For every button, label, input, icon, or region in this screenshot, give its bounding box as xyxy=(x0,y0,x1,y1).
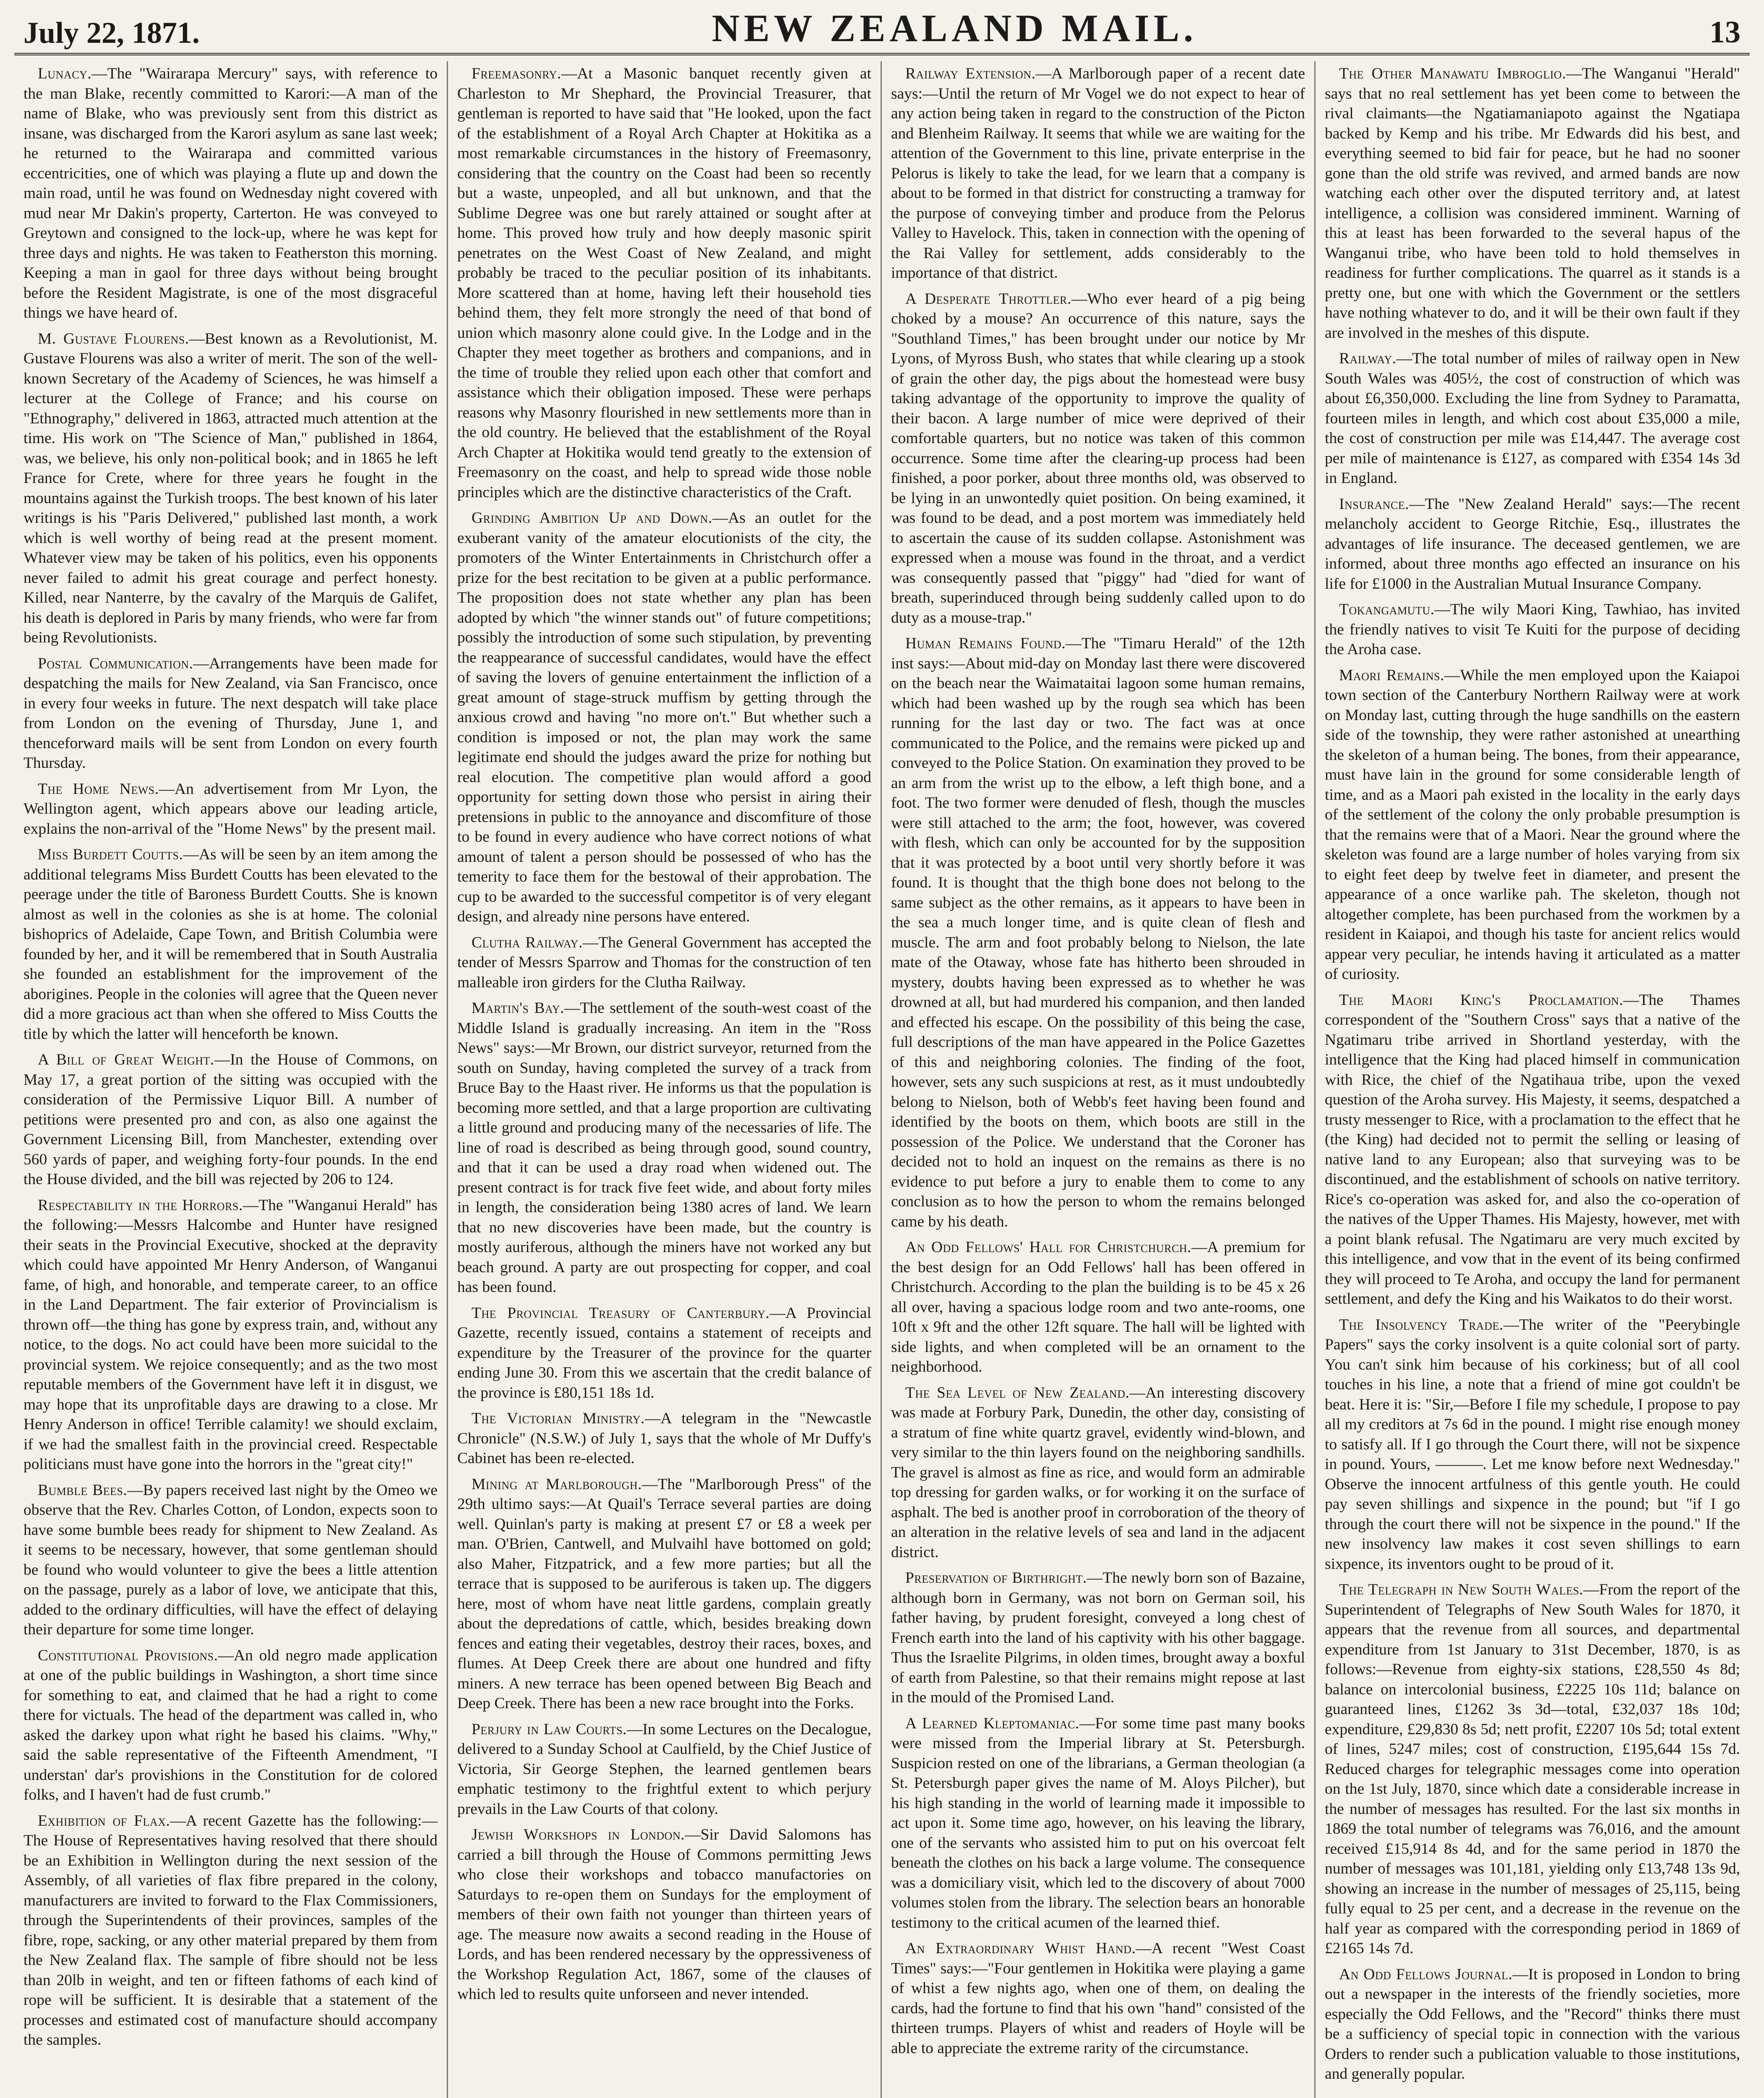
news-item-text: The newly born son of Bazaine, although born in Germany, was not born on German soil, his father having, by prudent foresight, conveyed a long chest of French earth into the land of his captivity with his other baggage. Thus the Israelite Pilgrims, in olden times, brought away a boxful of earth from Palestine, so that their remains might repose at last in the mould of the Promised Land. xyxy=(891,1569,1305,1706)
news-item-text: An advertisement from Mr Lyon, the Wellington agent, which appears above our leading article, explains the non-arrival of the "Home News" by the present mail. xyxy=(23,780,438,838)
heading-dash: — xyxy=(1035,65,1052,82)
news-item xyxy=(1325,1315,1740,1574)
news-item xyxy=(23,64,438,323)
news-item-text: The Wanganui "Herald" says that no real settlement has yet been come to between the rival claimants—the Ngatiamaniapoto against the Ngatiapa backed by Kemp and his tribe. Mr Edwards did his best, and everything seemed to bid fair for peace, but he had no sooner gone than the old strife was revived, and armed bands are now watching each other over the disputed territory and, at latest intelligence, a collision was considered imminent. Warning of this at least has been forwarded to the several hapus of the Wanganui tribe, who have been told to hold themselves in readiness for further complications. The quarrel as it stands is a pretty one, but one with which the Government or the settlers have nothing whatever to do, and it will be their own fault if they are involved in the meshes of this dispute. xyxy=(1325,65,1740,342)
news-item xyxy=(23,329,438,648)
news-item xyxy=(457,998,871,1297)
news-item xyxy=(23,1811,438,2050)
article-columns xyxy=(14,61,1750,2098)
news-item-text: Arrangements have been made for despatching the mails for New Zealand, via San Francisco, once in every four weeks in future. The next despatch will take place from London on the evening of Thursday, June 1, and thenceforward mails will be sent from London on every fourth Thursday. xyxy=(23,655,438,772)
news-item-text: A recent "West Coast Times" says:—"Four gentlemen in Hokitika were playing a game of whist a few nights ago, when one of them, on dealing the cards, had the fortune to find that his own "hand" consisted of the thirteen trumps. Players of whist and readers of Hoyle will be able to appreciate the extreme rarity of the circumstance. xyxy=(891,1940,1305,2057)
news-item xyxy=(1325,494,1740,594)
news-item-heading: M. Gustave Flourens. xyxy=(38,330,189,347)
news-item-heading: Miss Burdett Coutts. xyxy=(38,846,183,863)
news-item xyxy=(891,1237,1305,1377)
news-item-heading: Freemasonry. xyxy=(472,65,561,82)
news-item-text: A telegram in the "Newcastle Chronicle" (N.S.W.) of July 1, says that the whole of Mr Duffy's Cabinet has been re-elected. xyxy=(457,1410,871,1467)
heading-dash: — xyxy=(170,1812,186,1829)
news-item-heading: Railway Extension. xyxy=(905,65,1036,82)
news-item-heading: Martin's Bay. xyxy=(472,999,565,1017)
news-item-text: In the House of Commons, on May 17, a great portion of the sitting was occupied with the consideration of the Permissive Liquor Bill. A number of petitions were presented pro and con, as also one against the Government Licensing Bill, from Manchester, extending over 560 yards of paper, and weighing forty-four pounds. In the end the House divided, and the bill was rejected by 206 to 124. xyxy=(23,1051,438,1188)
news-item xyxy=(23,1480,438,1640)
news-item xyxy=(23,845,438,1044)
news-item xyxy=(891,634,1305,1232)
news-item xyxy=(457,1409,871,1469)
heading-dash: — xyxy=(91,65,107,82)
heading-dash: — xyxy=(1136,1940,1152,1957)
heading-dash: — xyxy=(1503,1316,1519,1333)
heading-dash: — xyxy=(644,1410,661,1427)
issue-date: July 22, 1871. xyxy=(23,16,200,50)
news-item-heading: Constitutional Provisions. xyxy=(38,1647,218,1664)
heading-dash: — xyxy=(127,1481,143,1499)
column-3 xyxy=(882,61,1316,2098)
news-item-heading: An Extraordinary Whist Hand. xyxy=(905,1940,1136,1957)
news-item-text: From the report of the Superintendent of Telegraphs of New South Wales for 1870, it appears that the revenue from all sources, and departmental expenditure from 1st January to 31st December, 1870, is as follows:—Revenue from eighty-six stations, £28,550 4s 8d; balance on intercolonial business, £2225 10s 11d; balance on guaranteed lines, £1262 3s 3d—total, £32,037 18s 10d; expenditure, £29,830 8s 5d; nett profit, £2207 10s 5d; total extent of lines, 5247 miles; cost of construction, £195,644 15s 7d. Reduced charges for telegraphic messages come into operation on the 1st July, 1870, since which date a considerable increase in the number of messages has resulted. For the last six months in 1869 the total number of telegrams was 76,016, and the amount received £15,914 8s 4d, and for the same period in 1870 the number of messages was 101,181, yielding only £13,748 13s 9d, showing an increase in the number of messages of 25,115, being fully equal to 25 per cent, and a decrease in the revenue on the half year as compared with the corresponding period in 1869 of £2165 14s 7d. xyxy=(1325,1581,1740,1957)
news-item xyxy=(23,1195,438,1474)
news-item-heading: The Provincial Treasury of Canterbury. xyxy=(472,1304,770,1322)
heading-dash: — xyxy=(1071,290,1087,308)
news-item xyxy=(1325,349,1740,488)
news-item-text: A premium for the best design for an Odd Fellows' hall has been offered in Christchurch. According to the plan the building is to be 45 x 26 all over, having a spacious lodge room and two ante-rooms, one 10ft x 9ft and the other 12ft square. The hall will be lighted with side lights, and when completed will be an ornament to the neighborhood. xyxy=(891,1239,1305,1375)
heading-dash: — xyxy=(561,65,577,82)
news-item-heading: Jewish Workshops in London. xyxy=(472,1826,685,1843)
heading-dash: — xyxy=(193,655,209,672)
news-item xyxy=(1325,990,1740,1309)
news-item-text: The General Government has accepted the tender of Messrs Sparrow and Thomas for the construction of ten malleable iron girders for the Clutha Railway. xyxy=(457,934,872,991)
news-item-text: A Provincial Gazette, recently issued, contains a statement of receipts and expenditure by the Treasurer of the province for the quarter ending June 30. From this we ascertain that the credit balance of the province is £80,151 18s 1d. xyxy=(457,1304,872,1401)
heading-dash: — xyxy=(242,1196,259,1214)
news-item-heading: An Odd Fellows Journal. xyxy=(1339,1965,1513,1983)
news-item xyxy=(1325,665,1740,984)
news-item xyxy=(457,1303,871,1403)
heading-dash: — xyxy=(183,846,199,863)
heading-dash: — xyxy=(583,934,599,951)
column-4 xyxy=(1316,61,1749,2098)
heading-dash: — xyxy=(627,1720,643,1738)
news-item xyxy=(23,654,438,773)
news-item xyxy=(1325,600,1740,660)
heading-dash: — xyxy=(159,780,175,798)
news-item-text: For some time past many books were missed from the Imperial library at St. Petersburgh. Suspicion rested on one of the librarians, a German theologian (a St. Petersburgh paper gives the name of M. Aloys Pilcher), but his high standing in the world of learning made it impossible to act upon it. Some time ago, however, on his leaving the library, one of the servants who assisted him to put on his overcoat felt beneath the clothes on his back a large volume. The consequence was a domiciliary visit, which led to the discovery of about 7000 volumes stolen from the library. The selection bears an honorable testimony to the critical acumen of the learned thief. xyxy=(891,1714,1305,1931)
masthead xyxy=(14,8,1750,55)
news-item xyxy=(891,1714,1305,1933)
news-item-heading: Insurance. xyxy=(1339,495,1409,513)
news-item-text: By papers received last night by the Omeo we observe that the Rev. Charles Cotton, of London, expects soon to have some bumble bees ready for shipment to New Zealand. As it seems to be necessary, however, that some gentleman should be found who would volunteer to give the bees a little attention on the passage, purely as a labor of love, we anticipate that this, added to the ordinary difficulties, will have the effect of delaying their departure for some time longer. xyxy=(23,1481,438,1638)
news-item-heading: Lunacy. xyxy=(38,65,92,82)
news-item-text: A Marlborough paper of a recent date says:—Until the return of Mr Vogel we do not expect to hear of any action being taken in regard to the construction of the Picton and Blenheim Railway. It seems that while we are waiting for the attention of the Government to this line, private enterprise in the Pelorus is likely to take the lead, for we learn that a company is about to be formed in that district for constructing a tramway for the purpose of conveying timber and produce from the Pelorus Valley to Havelock. This, taken in connection with the opening of the Rai Valley for settlement, adds considerably to the importance of that district. xyxy=(891,65,1305,282)
news-item xyxy=(457,1474,871,1714)
news-item xyxy=(457,508,871,927)
news-item-text: Best known as a Revolutionist, M. Gustave Flourens was also a writer of merit. The son of the well-known Secretary of the Academy of Sciences, he was himself a lecturer at the College of France; and his course on "Ethnography," delivered in 1863, attracted much attention at the time. His work on "The Science of Man," published in 1864, was, we believe, his only non-political book; and in 1865 he left France for Crete, where for three years he fought in the mountains against the Turkish troops. The best known of his later writings is his "Paris Delivered," published last month, a work which is well worthy of being read at the present moment. Whatever view may be taken of his politics, even his opponents never failed to admit his great courage and perfect honesty. Killed, near Nanterre, by the cavalry of the Marquis de Galifet, his death is deplored in Paris by many friends, who were far from being Revolutionists. xyxy=(23,330,438,646)
news-item-text: At a Masonic banquet recently given at Charleston to Mr Shephard, the Provincial Treasurer, that gentleman is reported to have said that "He looked, upon the fact of the establishment of a Royal Arch Chapter at Hokitika as a most remarkable circumstances in the history of Freemasonry, considering that the country on the Coast had been so recently but a waste, unpeopled, and all but unknown, and that the Sublime Degree was one but rarely attained or sought after at home. This proved how truly and how deeply masonic spirit penetrates on the West Coast of New Zealand, and might probably be traced to the peculiar position of its inhabitants. More scattered than at home, having left their household ties behind them, they felt more strongly the need of that bond of union which masonry alone could give. In the Lodge and in the Chapter they meet together as brothers and companions, and in the time of trouble they relied upon each other that comfort and assistance which their obligation imposed. These were perhaps reasons why Masonry flourished in new settlements more than in the old country. He believed that the establishment of the Royal Arch Chapter at Hokitika would tend greatly to the extension of Freemasonry on the coast, and help to spread wide those noble principles which are the distinctive characteristics of the Craft. xyxy=(457,65,871,501)
news-item-heading: Maori Remains. xyxy=(1339,666,1444,684)
news-item xyxy=(457,1720,871,1819)
news-item-heading: The Telegraph in New South Wales. xyxy=(1339,1581,1584,1598)
news-item-heading: The Sea Level of New Zealand. xyxy=(905,1384,1130,1401)
news-item xyxy=(457,64,871,502)
heading-dash: — xyxy=(564,999,580,1017)
news-item-text: A recent Gazette has the following:—The House of Representatives having resolved that there should be an Exhibition in Wellington during the next session of the Assembly, of all varieties of flax fibre prepared in the colony, manufacturers are invited to forward to the Flax Commissioners, through the Superintendents of their provinces, samples of the fibre, rope, sacking, or any other material prepared by them from the New Zealand flax. The sample of fibre should not be less than 20lb in weight, and ten or fifteen fathoms of each kind of rope will be sufficient. It is desirable that a statement of the processes and estimated cost of manufacture should accompany the samples. xyxy=(23,1812,438,2048)
news-item-text: The "Marlborough Press" of the 29th ultimo says:—At Quail's Terrace several parties are doing well. Quinlan's party is making at present £7 or £8 a week per man. O'Brien, Cantwell, and Mulvaihl have bottomed on gold; also Maher, Fitzpatrick, and a few more parties; but all the terrace that is supposed to be auriferous is taken up. The diggers here, most of whom have neat little gardens, complain greatly about the depredations of cattle, which, besides breaking down fences and eating their vegetables, destroy their races, boxes, and flumes. At Deep Creek there are about one hundred and fifty miners. A new terrace has been opened between Big Beach and Deep Creek. There has been a new race brought into the Forks. xyxy=(457,1475,871,1712)
news-item-heading: Railway. xyxy=(1339,350,1397,367)
heading-dash: — xyxy=(1583,1581,1599,1598)
news-item-heading: The Other Manawatu Imbroglio. xyxy=(1339,65,1566,82)
news-item-heading: A Desperate Throttler. xyxy=(905,290,1072,308)
heading-dash: — xyxy=(189,330,205,347)
news-item-text: The total number of miles of railway open in New South Wales was 405½, the cost of construction of which was about £6,350,000. Excluding the line from Sydney to Paramatta, fourteen miles in length, and which cost about £35,000 a mile, the cost of construction per mile was £14,447. The average cost per mile of maintenance is £127, as compared with £354 14s 3d in England. xyxy=(1325,350,1740,487)
news-item-heading: Bumble Bees. xyxy=(38,1481,128,1499)
news-item-text: The "Timaru Herald" of the 12th inst says:—About mid-day on Monday last there were discovered on the beach near the Waimataitai lagoon some human remains, which had been washed up by the rough sea which has been running for the last day or two. The fact was at once communicated to the Police, and the remains were picked up and conveyed to the Police Station. On examination they proved to be an arm from the wrist up to the elbow, a left thigh bone, and a foot. The two former were denuded of flesh, though the muscles were still attached to the arm; the foot, however, was covered with flesh, which can only be accounted for by the supposition that it was protected by a boot until very shortly before it was found. It is thought that the thigh bone does not belong to the same subject as the other remains, as it appears to have been in the sea a much longer time, and is quite clean of flesh and muscle. The arm and foot probably belong to Nielson, the late mate of the Otaway, whose fate has hitherto been shrouded in mystery, doubts having been expressed as to whether he was drowned at all, but had murdered his companion, and then landed and effected his escape. On the possibility of this being the case, full descriptions of the man have appeared in the Police Gazettes of this and neighboring colonies. The finding of the foot, however, sets any such suspicions at rest, as it must undoubtedly belong to Nielson, both of Webb's feet having been found and identified by the boots on them, which boots are still in the possession of the Police. We understand that the Coroner has decided not to hold an inquest on the remains as there is no evidence to put before a jury to enable them to come to any conclusion as to how the person to whom the remains belonged came by his death. xyxy=(891,635,1305,1230)
heading-dash: — xyxy=(1079,1714,1095,1732)
news-item-text: The "Wairarapa Mercury" says, with reference to the man Blake, recently committed to Karori:—A man of the name of Blake, who was previously sent from this district as insane, was discharged from the Karori asylum as sane last week; he returned to the Wairarapa and committed various eccentricities, one of which was playing a flute up and down the main road, until he was found on Wednesday night covered with mud near Mr Dakin's property, Carterton. He was conveyed to Greytown and consigned to the lock-up, where he was kept for three days and nights. He was taken to Featherston this morning. Keeping a man in gaol for three days without being brought before the Resident Magistrate, is one of the most disgraceful things we have heard of. xyxy=(23,65,438,321)
news-item xyxy=(1325,1580,1740,1959)
heading-dash: — xyxy=(1066,635,1081,652)
heading-dash: — xyxy=(1444,666,1460,684)
news-item-text: It is proposed in London to bring out a newspaper in the interests of the friendly societies, more especially the Odd Fellows, and the "Record" thinks there must be a sufficiency of special topic in connection with the various Orders to render such a publication valuable to those institutions, and generally popular. xyxy=(1325,1965,1740,2082)
news-item-text: The wily Maori King, Tawhiao, has invited the friendly natives to visit Te Kuiti for the purpose of deciding the Aroha case. xyxy=(1325,601,1740,658)
news-item-text: An interesting discovery was made at Forbury Park, Dunedin, the other day, consisting of a stratum of fine white quartz gravel, evidently wind-blown, and very similar to the thin layers found on the neighboring sandhills. The gravel is almost as fine as rice, and would form an admirable top dressing for garden walks, or for working it on the surface of asphalt. The bed is another proof in corroboration of the theory of an alteration in the relative levels of sea and land in the adjacent district. xyxy=(891,1384,1305,1561)
column-2 xyxy=(448,61,882,2098)
heading-dash: — xyxy=(685,1826,701,1843)
news-item xyxy=(1325,1965,1740,2084)
news-item-text: In some Lectures on the Decalogue, delivered to a Sunday School at Caulfield, by the Chief Justice of Victoria, Sir George Stephen, the learned gentlemen bears emphatic testimony to the frightful extent to which perjury prevails in the Law Courts of that colony. xyxy=(457,1720,872,1818)
news-item-heading: Clutha Railway. xyxy=(472,934,583,951)
heading-dash: — xyxy=(1396,350,1412,367)
news-item-heading: The Home News. xyxy=(38,780,159,798)
heading-dash: — xyxy=(1191,1239,1207,1256)
news-item-text: The "Wanganui Herald" has the following:—Messrs Halcombe and Hunter have resigned their seats in the Provincial Executive, shocked at the depravity which could have appointed Mr Henry Anderson, of Wanganui fame, of high, and honorable, and temperate career, to an office in the Land Department. The fair exterior of Provincialism is thrown off—the thing has gone by express train, and, without any notice, to the dogs. No act could have been more suicidal to the provincial system. We rejoice consequently; and as the two most reputable members of the Government have left it in disgust, we may hope that its unprofitable days are drawing to a close. Mr Henry Anderson in office! Terrible calamity! we should exclaim, if we had the smallest faith in the provincial creed. Respectable politicians must have gone into the horrors in the "great city!" xyxy=(23,1196,438,1473)
news-item-text: While the men employed upon the Kaiapoi town section of the Canterbury Northern Railway were at work on Monday last, cutting through the huge sandhills on the eastern side of the township, they were rather astonished at unearthing the skeleton of a human being. The bones, from their appearance, must have lain in the ground for some considerable length of time, and as a Maori pah existed in the locality in the early days of the settlement of the colony the only probable presumption is that the remains were that of a Maori. Near the ground where the skeleton was found are a large number of holes varying from six to eight feet deep by twelve feet in diameter, and present the appearance of a once warlike pah. The skeleton, though not altogether complete, has been purchased from the workmen by a resident in Kaiapoi, and though his taste for ancient relics would appear very peculiar, he intends having it articulated as a matter of curiosity. xyxy=(1325,666,1740,983)
news-item-heading: Respectability in the Horrors. xyxy=(38,1196,243,1214)
news-item xyxy=(891,289,1305,628)
news-item xyxy=(23,1646,438,1805)
heading-dash: — xyxy=(1434,601,1450,618)
news-item xyxy=(1325,64,1740,343)
news-item-heading: A Learned Kleptomaniac. xyxy=(905,1714,1079,1732)
news-item-text: As will be seen by an item among the additional telegrams Miss Burdett Coutts has been elevated to the peerage under the title of Baroness Burdett Coutts. She is known almost as well in the colonies as she is at home. The colonial bishoprics of Adelaide, Cape Town, and British Columbia were founded by her, and it will be remembered that in South Australia she founded an establishment for the improvement of the aborigines. People in the colonies will agree that the Queen never did a more gracious act than when she offered to Miss Coutts the title by which the latter will henceforth be known. xyxy=(23,846,438,1043)
news-item-heading: Perjury in Law Courts. xyxy=(472,1720,627,1738)
heading-dash: — xyxy=(1623,991,1639,1009)
heading-dash: — xyxy=(1409,495,1425,513)
news-item-text: Sir David Salomons has carried a bill through the House of Commons permitting Jews who close their workshops and tobacco manufactories on Saturdays to re-open them on Sundays for the employment of members of their own faith not younger than thirteen years of age. The measure now awaits a second reading in the House of Lords, and has been rendered necessary by the oppressiveness of the Workshop Regulation Act, 1867, some of the clauses of which led to results quite unforseen and never intended. xyxy=(457,1826,871,2003)
news-item-text: The Thames correspondent of the "Southern Cross" says that a native of the Ngatimaru tribe arrived in Shortland yesterday, with the intelligence that the King had placed himself in communication with Rice, the chief of the Ngatihaua tribe, upon the vexed question of the Aroha survey. His Majesty, it seems, despatched a trusty messenger to Rice, with a proclamation to the effect that he (the King) had decided not to permit the selling or leasing of native land to any European; also that surveying was to be discontinued, and the establishment of schools on native territory. Rice's co-operation was asked for, and also the co-operation of the natives of the Upper Thames. His Majesty, however, met with a point blank refusal. The Ngatimaru are very much excited by this intelligence, and vow that in the event of its being confirmed they will proceed to Te Aroha, and occupy the land for permanent settlement, and defy the King and his Waikatos to do their worst. xyxy=(1325,991,1740,1307)
news-item xyxy=(23,779,438,839)
newspaper-title: NEW ZEALAND MAIL. xyxy=(711,7,1198,50)
news-item-heading: An Odd Fellows' Hall for Christchurch. xyxy=(905,1239,1191,1256)
news-item-heading: Tokangamutu. xyxy=(1339,601,1435,618)
news-item-text: The settlement of the south-west coast of the Middle Island is gradually increasing. An item in the "Ross News" says:—Mr Brown, our district surveyor, returned from the south on Sunday, having completed the survey of a track from Bruce Bay to the Haast river. He informs us that the population is becoming more settled, and that a large proportion are cultivating a little ground and producing many of the necessaries of life. The line of road is described as being through good, sound country, and that it can be used a dray road when widened out. The present contract is for track five feet wide, and about forty miles in length, the consideration being 1380 acres of land. We learn that no new discoveries have been made, but the country is mostly auriferous, although the miners have not worked any but beach ground. A party are out prospecting for copper, and coal has been found. xyxy=(457,999,871,1296)
news-item-heading: The Victorian Ministry. xyxy=(472,1410,645,1427)
news-item xyxy=(457,933,871,993)
heading-dash: — xyxy=(642,1475,658,1493)
column-1 xyxy=(14,61,448,2098)
heading-dash: — xyxy=(1087,1569,1103,1587)
news-item-heading: Exhibition of Flax. xyxy=(38,1812,170,1829)
news-item-heading: Human Remains Found. xyxy=(905,635,1066,652)
news-item xyxy=(23,1050,438,1190)
news-item-text: An old negro made application at one of the public buildings in Washington, a short time since for something to eat, and claimed that he had a right to come there for victuals. The head of the department was called in, who asked the darkey upon what right he based his claims. "Why," said the sable representative of the Fifteenth Amendment, "I understan' dar's provishions in the Constitution for de colored folks, and I haven't had de fust crumb." xyxy=(23,1647,438,1803)
news-item-heading: The Maori King's Proclamation. xyxy=(1339,991,1623,1009)
news-item-text: The "New Zealand Herald" says:—The recent melancholy accident to George Ritchie, Esq., illustrates the advantages of life insurance. The deceased gentlemen, we are informed, about three months ago effected an insurance on his life for £1000 in the Australian Mutual Insurance Company. xyxy=(1325,495,1740,592)
news-item-heading: Preservation of Birthright. xyxy=(905,1569,1087,1587)
news-item-heading: Postal Communication. xyxy=(38,655,193,672)
heading-dash: — xyxy=(214,1051,230,1068)
news-item xyxy=(891,64,1305,283)
heading-dash: — xyxy=(712,509,728,527)
news-item-text: Who ever heard of a pig being choked by a mouse? An occurrence of this nature, says the "Southland Times," has been brought under our notice by Mr Lyons, of Myross Bush, who states that while clearing up a stook of grain the other day, the pigs about the homestead were busy taking advantage of the opportunity to improve the quality of their bacon. A large number of mice were deprived of their comfortable quarters, but no notice was taken of this common occurrence. Some time after the clearing-up process had been finished, a poor porker, about three months old, was observed to be lying in an unwontedly quiet position. On being examined, it was found to be dead, and a post mortem was immediately held to ascertain the cause of its sudden collapse. Astonishment was expressed when a mouse was found in the throat, and a verdict was consequently passed that "piggy" had "died for want of breath, superinduced through being suddenly called upon to do duty as a mouse-trap." xyxy=(891,290,1305,626)
news-item-heading: A Bill of Great Weight. xyxy=(38,1051,214,1068)
heading-dash: — xyxy=(1512,1965,1528,1983)
heading-dash: — xyxy=(1129,1384,1145,1401)
heading-dash: — xyxy=(1566,65,1582,82)
news-item-heading: The Insolvency Trade. xyxy=(1339,1316,1503,1333)
news-item-text: As an outlet for the exuberant vanity of the amateur elocutionists of the city, the promoters of the Winter Entertainments in Christchurch offer a prize for the best recitation to be given at a public performance. The proposition does not state whether any plan has been adopted by which "the winner stands out" of future competitions; possibly the introduction of some such stipulation, by preventing the reappearance of successful candidates, would have the effect of saving the lovers of genuine entertainment the infliction of a great amount of stage-struck muffism by getting through the anxious crowd and having "no more on't." But whether such a condition is imposed or not, the plan may work the same legitimate end should the judges award the prize for nothing but real elocution. The competitive plan would afford a good opportunity for setting down those who persist in airing their pretensions in public to the annoyance and discomfiture of those to be found in every audience who have correct notions of what amount of talent a person should be possessed of who has the temerity to face them for the bestowal of their approbation. The cup to be awarded to the successful competitor is of very elegant design, and already nine persons have entered. xyxy=(457,509,871,925)
news-item xyxy=(891,1568,1305,1708)
heading-dash: — xyxy=(769,1304,786,1322)
heading-dash: — xyxy=(218,1647,234,1664)
page-number: 13 xyxy=(1709,15,1741,50)
news-item xyxy=(891,1383,1305,1563)
news-item-heading: Mining at Marlborough. xyxy=(472,1475,642,1493)
news-item-heading: Grinding Ambition Up and Down. xyxy=(472,509,712,527)
news-item-text: The writer of the "Peerybingle Papers" says the corky insolvent is a quite colonial sort of party. You can't sink him because of his corkiness; but of all cool touches in his line, a note that a friend of mine got couldn't be beat. Here it is: "Sir,—Before I file my schedule, I propose to pay all my creditors at 7s 6d in the pound. I might rise enough money to satisfy all. If I go through the Court there, will not be sixpence in pound. Yours, ———. Let me know before next Wednesday." Observe the innocent artfulness of this gentle youth. He could pay seven shillings and sixpence in the pound; but "if I go through the court there will not be sixpence in the pound." If the new insolvency law makes it cost seven shillings to earn sixpence, its inventors ought to be proud of it. xyxy=(1325,1316,1741,1573)
news-item xyxy=(891,1939,1305,2058)
news-item xyxy=(457,1825,871,2004)
